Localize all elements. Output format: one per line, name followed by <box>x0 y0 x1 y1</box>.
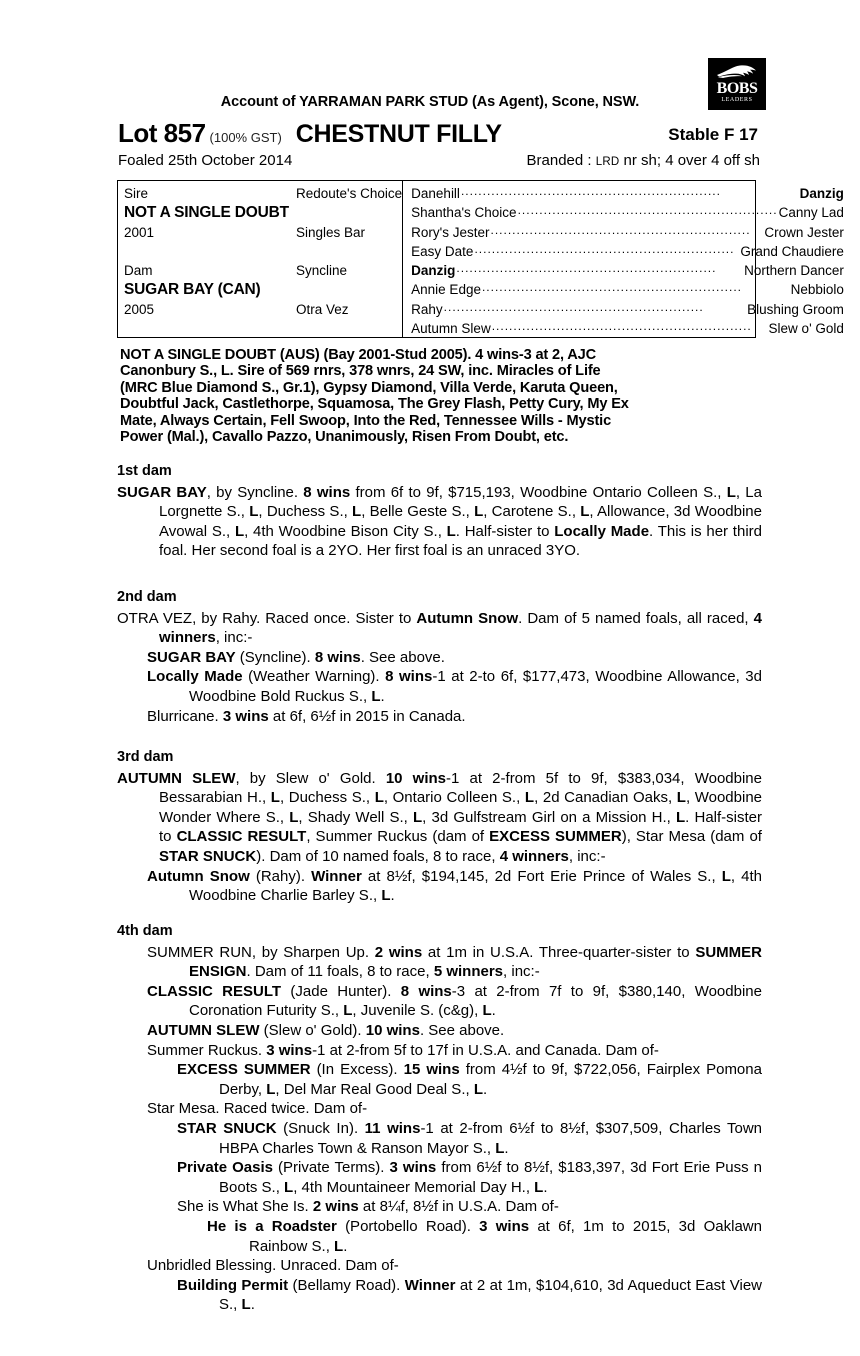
emphasised-text: L <box>284 1178 294 1196</box>
emphasised-text: L <box>371 687 381 705</box>
entry-text: (Syncline). <box>235 648 315 666</box>
entry-text: . This is her third foal. Her second foal is a 2YO. Her first foal is an unraced 3YO. <box>159 522 762 560</box>
pedigree-entry <box>117 609 762 648</box>
sire-year: 2001 <box>124 224 155 240</box>
entry-text: (Bellamy Road). <box>288 1276 405 1294</box>
emphasised-text: 2 wins <box>312 1198 359 1216</box>
entry-text: (Portobello Road). <box>336 1217 480 1235</box>
ancestor-name: Rahy <box>411 301 443 317</box>
emphasised-text: L <box>524 789 535 807</box>
ancestor-name: Shantha's Choice <box>411 205 517 221</box>
entry-text: (Slew o' Gold). <box>259 1021 366 1039</box>
pedigree-entry <box>117 1119 762 1158</box>
dot-leader: ............................................................ <box>460 184 721 198</box>
pedigree-third-generation <box>403 181 850 337</box>
emphasised-text: L <box>289 808 299 826</box>
emphasised-text: L <box>495 1139 505 1157</box>
ancestor-name: Danehill <box>411 186 460 201</box>
dot-leader: ............................................................ <box>491 319 752 334</box>
pedigree-ancestor-row <box>411 223 844 242</box>
emphasised-text: L <box>721 867 731 885</box>
dam-label: Dam <box>124 263 153 279</box>
sire-label: Sire <box>124 186 149 201</box>
third-dam-section <box>117 748 762 906</box>
emphasised-text: L <box>726 483 736 501</box>
entry-text: at 6f, 6½f in 2015 in Canada. <box>268 707 466 725</box>
entry-text: . <box>483 1080 488 1098</box>
entry-text: ), Star Mesa (dam of <box>621 828 762 846</box>
pedigree-entry <box>117 1041 762 1061</box>
entry-text: Star Mesa. Raced twice. Dam of- <box>147 1100 368 1118</box>
entry-text: . See above. <box>360 648 445 666</box>
dam-heading: 2nd dam <box>117 589 177 605</box>
dam-heading: 3rd dam <box>117 749 174 765</box>
entry-text: from 4½f to 9f, $722,056, Fairplex Pomona Derby, <box>219 1061 762 1098</box>
entry-text: , Duchess S., <box>279 789 375 807</box>
entry-text: , Carotene S., <box>483 503 581 521</box>
emphasised-text: 10 wins <box>385 769 447 787</box>
emphasised-text: Locally Made <box>147 668 243 686</box>
entry-text: , Shady Well S., <box>298 808 413 826</box>
pedigree-entry <box>117 943 762 982</box>
dam-name-row <box>124 280 402 299</box>
emphasised-text: CLASSIC RESULT <box>176 828 307 846</box>
sire-name: NOT A SINGLE DOUBT <box>124 204 289 222</box>
ancestor-name: Autumn Slew <box>411 321 491 337</box>
entry-text: . <box>543 1178 548 1196</box>
pedigree-entry <box>117 982 762 1021</box>
emphasised-text: 15 wins <box>403 1061 460 1079</box>
entry-text: , Belle Geste S., <box>361 503 475 521</box>
entry-text: from 6½f to 8½f, $183,397, 3d Fort Erie Puss n Boots S., <box>219 1159 763 1196</box>
entry-text: . Half-sister to <box>159 808 762 846</box>
dam-heading: 4th dam <box>117 923 173 939</box>
entry-text: (Snuck In). <box>276 1119 365 1137</box>
entry-text: , by Syncline. <box>206 483 304 501</box>
emphasised-text: L <box>241 1296 251 1314</box>
emphasised-text: L <box>675 808 686 826</box>
foaled-date: Foaled 25th October 2014 <box>118 152 293 169</box>
emphasised-text: L <box>381 887 391 905</box>
emphasised-text: STAR SNUCK <box>159 847 257 865</box>
pedigree-table <box>117 180 844 338</box>
entry-text: , 2d Canadian Oaks, <box>534 789 677 807</box>
sire-summary-paragraph <box>120 347 757 445</box>
emphasised-text: L <box>352 503 362 521</box>
emphasised-text: He is a Roadster <box>207 1217 337 1235</box>
emphasised-text: SUGAR BAY <box>147 648 236 666</box>
entry-text: (Private Terms). <box>272 1159 390 1177</box>
horse-icon <box>715 62 759 80</box>
entry-text: , 3d Gulfstream Girl on a Mission H., <box>422 808 676 826</box>
entry-text: , La Lorgnette S., <box>159 483 762 521</box>
entry-text: SUMMER RUN, by Sharpen Up. <box>147 943 375 961</box>
pedigree-entry <box>117 1197 762 1217</box>
entry-text: -1 at 2-from 6½f to 8½f, $307,509, Charles Town HBPA Charles Town & Ranson Mayor S., <box>219 1119 762 1157</box>
sire-dam: Singles Bar <box>296 224 366 240</box>
emphasised-text: EXCESS SUMMER <box>489 828 622 846</box>
pedigree-entry <box>117 769 762 867</box>
emphasised-text: 3 wins <box>222 707 269 725</box>
pedigree-left-columns <box>118 181 403 337</box>
branded-code: LRD <box>595 156 620 168</box>
second-dam-section <box>117 588 762 726</box>
ancestor-value: Crown Jester <box>764 224 844 240</box>
emphasised-text: 2 wins <box>374 943 423 961</box>
dam-name: SUGAR BAY (CAN) <box>124 281 261 299</box>
emphasised-text: 8 wins <box>303 483 351 501</box>
entry-text: , inc:- <box>215 629 253 647</box>
ancestor-name: Easy Date <box>411 243 474 259</box>
lot-description: CHESTNUT FILLY <box>295 120 502 148</box>
entry-text: , 4th Woodbine Bison City S., <box>244 522 447 540</box>
emphasised-text: L <box>446 522 456 540</box>
entry-text: . <box>491 1002 496 1020</box>
pedigree-entry <box>147 1217 762 1256</box>
entry-text: , 4th Woodbine Charlie Barley S., <box>189 867 762 905</box>
pedigree-ancestor-row <box>411 280 844 299</box>
sire-paragraph-line: Canonbury S., L. Sire of 569 rnrs, 378 wnrs, 24 SW, inc. Miracles of Life <box>120 363 601 380</box>
entry-text: at 8½f, $194,145, 2d Fort Erie Prince of Wales S., <box>361 867 722 885</box>
entry-text: She is What She Is. <box>177 1198 313 1216</box>
emphasised-text: 11 wins <box>364 1119 421 1137</box>
pedigree-entry <box>117 1099 762 1119</box>
entry-text: . <box>250 1296 255 1314</box>
sire-name-row <box>124 203 402 222</box>
entry-text: , Duchess S., <box>258 503 353 521</box>
pedigree-entry <box>117 648 762 668</box>
emphasised-text: 8 wins <box>314 648 361 666</box>
dam-sire: Syncline <box>296 263 348 279</box>
sire-paragraph-line: NOT A SINGLE DOUBT (AUS) (Bay 2001-Stud 2005). 4 wins-3 at 2, AJC <box>120 347 596 363</box>
emphasised-text: L <box>266 1080 276 1098</box>
entry-text: , inc:- <box>503 963 540 981</box>
ancestor-name: Danzig <box>411 263 456 279</box>
entry-text: , by Slew o' Gold. <box>235 769 386 787</box>
entry-text: at 8¼f, 8½f in U.S.A. Dam of- <box>358 1198 559 1216</box>
pedigree-entry <box>117 867 762 906</box>
entry-text: , Woodbine Wonder Where S., <box>159 789 763 826</box>
entry-text: , Del Mar Real Good Deal S., <box>275 1080 474 1098</box>
pedigree-ancestor-row <box>411 184 844 203</box>
ancestor-value: Northern Dancer <box>744 263 844 279</box>
sire-paragraph-line: Mate, Always Certain, Fell Swoop, Into the Red, Tennessee Wills - Mystic <box>120 412 612 429</box>
pedigree-entry <box>117 1060 762 1099</box>
sire-paragraph-line: Doubtful Jack, Castlethorpe, Squamosa, The Grey Flash, Petty Cury, My Ex <box>120 396 629 413</box>
entry-text: . <box>504 1139 509 1157</box>
entry-text: at 1m in U.S.A. Three-quarter-sister to <box>422 943 696 961</box>
pedigree-ancestor-row <box>411 203 844 222</box>
sire-paragraph-line: (MRC Blue Diamond S., Gr.1), Gypsy Diamond, Villa Verde, Karuta Queen, <box>120 379 618 396</box>
entry-text: . Dam of 11 foals, 8 to race, <box>246 963 434 981</box>
dot-leader: ............................................................ <box>474 241 735 256</box>
emphasised-text: L <box>270 789 280 807</box>
emphasised-text: L <box>412 808 423 826</box>
dot-leader: ............................................................ <box>481 280 743 295</box>
pedigree-ancestor-row <box>411 319 844 338</box>
entry-text: . <box>390 887 395 905</box>
entry-text: , Ontario Colleen S., <box>383 789 525 807</box>
sire-label-row <box>124 184 402 203</box>
sire-sire: Redoute's Choice <box>296 186 403 201</box>
entry-text: -1 at 2-from 5f to 9f, $383,034, Woodbine Bessarabian H., <box>159 769 762 807</box>
emphasised-text: Private Oasis <box>177 1159 273 1177</box>
emphasised-text: L <box>374 789 384 807</box>
emphasised-text: 3 wins <box>479 1217 530 1235</box>
ancestor-value: Grand Chaudiere <box>740 243 844 259</box>
emphasised-text: Autumn Snow <box>416 609 519 627</box>
dam-label-row <box>124 261 402 280</box>
branded-label: Branded : <box>526 152 596 169</box>
entry-text: at 6f, 1m to 2015, 3d Oaklawn Rainbow S., <box>249 1217 762 1255</box>
emphasised-text: Winner <box>311 867 362 885</box>
branded-info <box>527 152 760 169</box>
stable-label: Stable F 17 <box>668 125 758 144</box>
ancestor-value: Danzig <box>799 186 844 201</box>
entry-text: , Juvenile S. (c&g), <box>352 1002 483 1020</box>
entry-text: Unbridled Blessing. Unraced. Dam of- <box>147 1257 399 1275</box>
dot-leader: ............................................................ <box>517 203 778 218</box>
emphasised-text: STAR SNUCK <box>177 1119 277 1137</box>
emphasised-text: EXCESS SUMMER <box>177 1061 311 1079</box>
foaled-branded-line <box>118 152 760 169</box>
emphasised-text: 5 winners <box>433 963 504 981</box>
first-dam-section <box>117 462 762 561</box>
emphasised-text: Locally Made <box>554 522 650 540</box>
emphasised-text: Autumn Snow <box>147 867 250 885</box>
pedigree-ancestor-row <box>411 242 844 261</box>
dam-dam: Otra Vez <box>296 301 349 317</box>
dam-year: 2005 <box>124 301 155 317</box>
ancestor-value: Nebbiolo <box>790 282 844 298</box>
pedigree-entry <box>117 1256 762 1276</box>
entry-text: -3 at 2-from 7f to 9f, $380,140, Woodbine Coronation Futurity S., <box>189 982 762 1020</box>
emphasised-text: 8 wins <box>385 668 433 686</box>
dot-leader: ............................................................ <box>490 222 751 237</box>
emphasised-text: L <box>580 503 590 521</box>
entry-text: , Summer Ruckus (dam of <box>306 828 490 846</box>
sire-paragraph-line: Power (Mal.), Cavallo Pazzo, Unanimously, Risen From Doubt, etc. <box>120 429 569 446</box>
emphasised-text: 3 wins <box>266 1041 313 1059</box>
emphasised-text: L <box>474 503 484 521</box>
pedigree-ancestor-row <box>411 300 844 319</box>
pedigree-spacer-row <box>124 242 402 261</box>
pedigree-entry <box>117 707 762 727</box>
emphasised-text: 4 winners <box>499 847 569 865</box>
entry-text: . Half-sister to <box>455 522 555 540</box>
emphasised-text: L <box>676 789 686 807</box>
emphasised-text: L <box>234 522 245 540</box>
ancestor-value: Slew o' Gold <box>768 321 844 337</box>
entry-text: at 2 at 1m, $104,610, 3d Aqueduct East View S., <box>219 1276 762 1314</box>
dot-leader: ............................................................ <box>456 261 717 276</box>
emphasised-text: L <box>334 1237 344 1255</box>
account-line: Account of YARRAMAN PARK STUD (As Agent), Scone, NSW. <box>220 94 640 110</box>
entry-text: -1 at 2-to 6f, $177,473, Woodbine Allowance, 3d Woodbine Bold Ruckus S., <box>189 668 762 705</box>
gst-note: (100% GST) <box>209 130 282 145</box>
entry-text: ). Dam of 10 named foals, 8 to race, <box>256 847 500 865</box>
ancestor-name: Rory's Jester <box>411 224 490 240</box>
emphasised-text: AUTUMN SLEW <box>147 1021 260 1039</box>
entry-text: Blurricane. <box>147 707 223 725</box>
entry-text: , inc:- <box>568 847 606 865</box>
emphasised-text: L <box>482 1002 492 1020</box>
pedigree-entry <box>117 483 762 561</box>
ancestor-value: Blushing Groom <box>747 301 844 317</box>
lot-number: Lot 857 <box>118 118 206 148</box>
bobs-logo-sub: LEADERS <box>721 97 753 103</box>
bobs-logo-word: BOBS <box>716 80 758 97</box>
emphasised-text: SUGAR BAY <box>117 483 207 501</box>
emphasised-text: Winner <box>404 1276 456 1294</box>
sire-year-row <box>124 223 402 242</box>
dam-year-row <box>124 300 402 319</box>
pedigree-entry <box>117 667 762 706</box>
entry-text: . See above. <box>419 1021 505 1039</box>
pedigree-entry <box>117 1021 762 1041</box>
lot-line <box>118 118 758 148</box>
emphasised-text: 8 wins <box>400 982 452 1000</box>
entry-text: (Jade Hunter). <box>281 982 401 1000</box>
entry-text: -1 at 2-from 5f to 17f in U.S.A. and Canada. Dam of- <box>312 1041 659 1059</box>
entry-text: , 4th Mountaineer Memorial Day H., <box>293 1178 535 1196</box>
entry-text: , Allowance, 3d Woodbine Avowal S., <box>159 503 762 540</box>
ancestor-value: Canny Lad <box>778 205 844 221</box>
entry-text: . <box>343 1237 348 1255</box>
emphasised-text: L <box>249 503 259 521</box>
emphasised-text: SUMMER ENSIGN <box>189 943 762 981</box>
entry-text: Summer Ruckus. <box>147 1041 267 1059</box>
branded-rest: nr sh; 4 over 4 off sh <box>619 152 760 169</box>
entry-text: from 6f to 9f, $715,193, Woodbine Ontario Colleen S., <box>350 483 727 501</box>
dam-heading: 1st dam <box>117 463 172 479</box>
emphasised-text: CLASSIC RESULT <box>147 982 282 1000</box>
dot-leader: ............................................................ <box>443 299 704 314</box>
emphasised-text: 4 winners <box>159 609 762 647</box>
emphasised-text: 10 wins <box>365 1021 420 1039</box>
pedigree-entry <box>117 1158 762 1197</box>
entry-text: . Dam of 5 named foals, all raced, <box>518 609 754 627</box>
pedigree-entry <box>117 1276 762 1315</box>
entry-text: (Rahy). <box>249 867 312 885</box>
emphasised-text: L <box>343 1002 353 1020</box>
emphasised-text: 3 wins <box>389 1159 437 1177</box>
entry-text: (In Excess). <box>310 1061 404 1079</box>
emphasised-text: L <box>534 1178 544 1196</box>
entry-text: (Weather Warning). <box>242 668 386 686</box>
emphasised-text: Building Permit <box>177 1276 289 1294</box>
entry-text: . <box>380 687 385 705</box>
ancestor-name: Annie Edge <box>411 282 481 298</box>
emphasised-text: AUTUMN SLEW <box>117 769 236 787</box>
entry-text: OTRA VEZ, by Rahy. Raced once. Sister to <box>117 609 417 627</box>
pedigree-ancestor-row <box>411 261 844 280</box>
emphasised-text: L <box>473 1080 483 1098</box>
fourth-dam-section <box>117 922 762 1315</box>
